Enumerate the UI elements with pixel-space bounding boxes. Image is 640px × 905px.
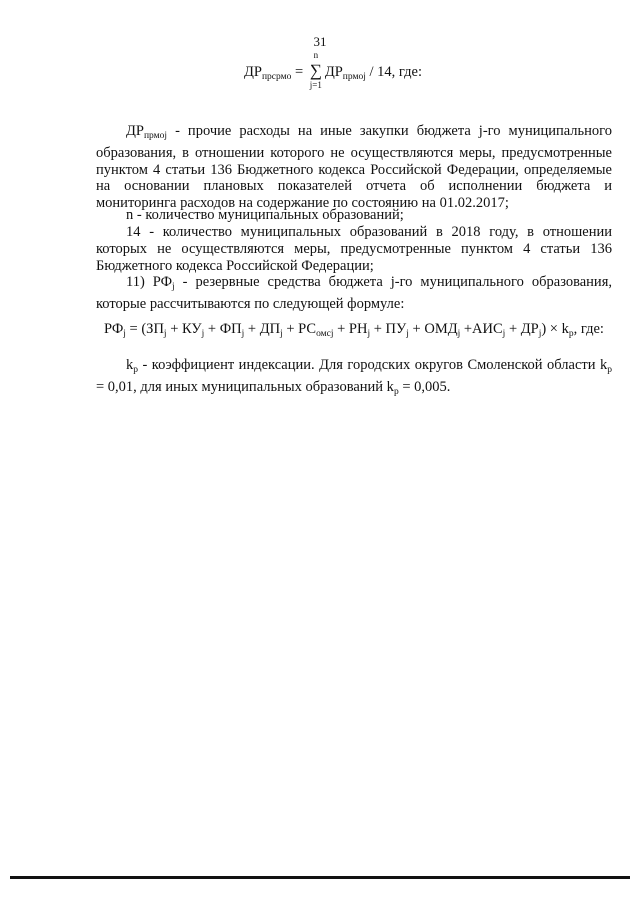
- formula-lhs: ДР: [244, 64, 262, 80]
- k-subscript: р: [133, 365, 138, 375]
- rf-formula-term-subscript: р: [568, 329, 574, 339]
- coefficient-text-2: = 0,01, для иных муниципальных образований k: [96, 378, 394, 395]
- rf-formula-term-subscript: j: [123, 329, 126, 339]
- definition-n: [96, 207, 612, 224]
- formula-dr-prsrmo: [244, 50, 422, 90]
- rf-formula-term-subscript: j: [502, 329, 506, 339]
- n-description: n - количество муниципальных образований;: [126, 207, 404, 223]
- rf-formula-term-subscript: j: [280, 329, 283, 339]
- dr-subscript: прмоj: [143, 131, 168, 141]
- dr-description: - прочие расходы на иные закупки бюджета j-го муниципального образования, в отношении которого не осуществляются меры, предусмотренные пунктом 4 статьи 136 Бюджетного кодекса Российской Федерации, определяемые на основании плановых показателей отчета об исполнении бюджета и мониторинга расходов на содержание по состоянию на 01.02.2017;: [96, 123, 612, 212]
- k-symbol: k: [126, 357, 134, 373]
- rf-formula-term-subscript: омсj: [316, 329, 334, 339]
- rf-formula-term-subscript: j: [538, 329, 542, 339]
- sum-upper-limit: n: [313, 50, 319, 60]
- definition-dr-prmoj: [96, 123, 612, 212]
- rf-formula-term-subscript: j: [406, 329, 409, 339]
- dr-symbol: ДР: [126, 123, 144, 139]
- sum-sigma: ∑: [309, 61, 322, 80]
- coefficient-text-1: - коэффициент индексации. Для городских округов Смоленской области k: [138, 357, 608, 373]
- coefficient-text-3: = 0,005.: [398, 378, 451, 395]
- rf-formula-term: + КУ: [166, 321, 202, 337]
- coefficient-definition: [96, 357, 612, 401]
- k-subscript-3: р: [393, 386, 399, 397]
- rf-formula-term: + ДП: [244, 321, 281, 337]
- rf-formula-term: + ДР: [505, 321, 539, 337]
- formula-equals: =: [291, 64, 307, 80]
- rf-formula-term: + ФП: [204, 321, 242, 337]
- rf-formula-term: РФ: [104, 321, 124, 337]
- rf-formula-term-subscript: j: [201, 329, 205, 339]
- rf-formula-term: ) × k: [541, 321, 569, 337]
- rf-formula-term-subscript: j: [163, 329, 167, 339]
- k-subscript-2: р: [607, 365, 612, 375]
- rf-subscript: j: [172, 282, 175, 292]
- sum-lower-limit: j=1: [309, 80, 322, 90]
- formula-term: ДР: [324, 64, 343, 80]
- rf-formula-term: + ПУ: [370, 321, 407, 337]
- rf-formula-term: +АИС: [460, 321, 503, 337]
- rf-formula-tail: , где:: [573, 321, 604, 337]
- rf-formula-term-subscript: j: [367, 329, 371, 339]
- rf-description: - резервные средства бюджета j-го муниципального образования, которые рассчитываются по следующей формуле:: [96, 274, 612, 312]
- formula-tail: / 14, где:: [365, 64, 422, 80]
- formula-lhs-subscript: прсрмо: [261, 72, 292, 82]
- formula-term-subscript: прмоj: [342, 72, 366, 82]
- rf-formula-term: + ОМД: [408, 321, 458, 337]
- rf-formula-term-subscript: j: [241, 329, 245, 339]
- formula-rf: [104, 321, 604, 339]
- rf-formula-term: + РС: [282, 321, 317, 337]
- bottom-rule: [10, 876, 630, 879]
- rf-formula-term: = (ЗП: [125, 321, 164, 337]
- fourteen-description: 14 - количество муниципальных образований в 2018 году, в отношении которых не осуществляются меры, предусмотренные пунктом 4 статьи 136 Бюджетного кодекса Российской Федерации;: [96, 224, 612, 274]
- item-11-rf: [96, 274, 612, 313]
- sum-operator: [309, 50, 323, 90]
- rf-formula-term: + РН: [333, 321, 368, 337]
- definition-14: [96, 224, 612, 274]
- rf-prefix: 11) РФ: [126, 274, 173, 290]
- page-number: 31: [313, 34, 327, 49]
- rf-formula-term-subscript: j: [457, 329, 461, 339]
